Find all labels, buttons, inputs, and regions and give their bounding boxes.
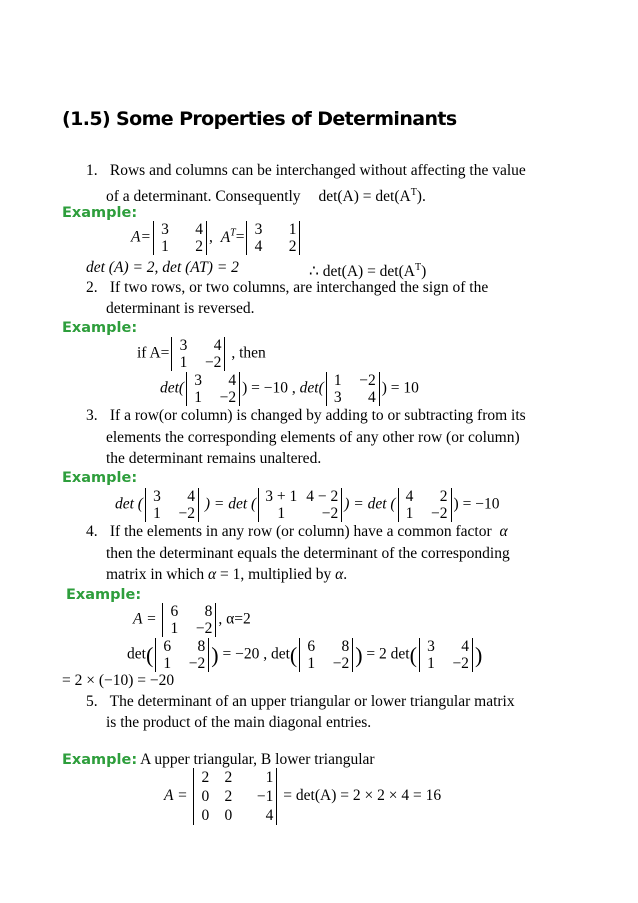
property-3-line-2: elements the corresponding elements of any other row (or column) bbox=[106, 429, 520, 446]
matrix-cell: 1 bbox=[179, 354, 188, 371]
property-1-text-2: of a determinant. Consequently bbox=[106, 188, 301, 206]
property-2-number: 2. bbox=[86, 279, 98, 296]
matrix-cell: 2 bbox=[195, 238, 203, 255]
example-2-results bbox=[160, 372, 419, 406]
property-1-line-2 bbox=[106, 183, 426, 207]
paren-open: ( bbox=[289, 642, 298, 668]
ex5-matrix bbox=[193, 768, 277, 825]
matrix-cell: 8 bbox=[341, 638, 350, 655]
matrix-cell: 6 bbox=[163, 638, 172, 655]
matrix-cell: 3 bbox=[153, 488, 161, 505]
ex1-at-sup: T bbox=[230, 227, 236, 239]
property-1-text-1: Rows and columns can be interchanged without affecting the value bbox=[109, 162, 526, 179]
matrix-cell: 2 bbox=[201, 769, 210, 786]
matrix-cell: 4 bbox=[461, 638, 469, 655]
property-4-text-3c: = 1, multiplied by bbox=[220, 566, 332, 583]
matrix-cell: 1 bbox=[265, 769, 274, 786]
example-label-2: Example: bbox=[62, 320, 138, 336]
section-heading: (1.5) Some Properties of Determinants bbox=[62, 108, 457, 130]
matrix-cell: 2 bbox=[439, 488, 448, 505]
ex1-result-sup: T bbox=[414, 262, 422, 273]
matrix-cell: 1 bbox=[163, 655, 172, 672]
matrix-cell: −1 bbox=[256, 788, 274, 805]
property-4-alpha-3: α bbox=[335, 566, 344, 583]
ex4-matrix-3 bbox=[419, 638, 473, 672]
ex1-a-label: A= bbox=[131, 228, 151, 246]
ex2-matrix-1 bbox=[186, 372, 240, 406]
matrix-cell: 3 + 1 bbox=[265, 488, 298, 505]
matrix-cell: 2 bbox=[224, 769, 233, 786]
ex1-at-label: A bbox=[220, 228, 231, 246]
ex1-result-b-text: ∴ det(A) = det(A bbox=[309, 263, 415, 281]
ex3-det1: det ( bbox=[115, 495, 143, 513]
property-4-line-1 bbox=[86, 522, 508, 542]
ex4-res2: = 2 det bbox=[366, 645, 410, 663]
example-label-4: Example: bbox=[66, 587, 142, 603]
matrix-cell: 1 bbox=[194, 389, 202, 406]
matrix-cell: 4 bbox=[213, 337, 222, 354]
matrix-cell: 3 bbox=[333, 389, 342, 406]
ex3-eq1: ) = det ( bbox=[204, 495, 257, 513]
matrix-cell: 3 bbox=[194, 372, 202, 389]
matrix-cell: 1 bbox=[307, 655, 316, 672]
matrix-cell: −2 bbox=[219, 389, 237, 406]
matrix-cell: 2 bbox=[224, 788, 233, 805]
ex1-result-a: det (A) = 2, det (AT) = 2 bbox=[86, 259, 239, 276]
ex4-a-label: A = bbox=[133, 610, 157, 628]
example-5-matrix-row bbox=[164, 768, 441, 825]
ex3-matrix-2 bbox=[258, 488, 342, 522]
matrix-cell: 6 bbox=[307, 638, 316, 655]
ex3-eq3: ) = −10 bbox=[453, 495, 500, 513]
ex5-desc: A upper triangular, B lower triangular bbox=[140, 751, 375, 768]
ex2-matrix bbox=[171, 337, 225, 371]
ex4-alpha: , α=2 bbox=[218, 610, 251, 628]
property-1-formula-sup: T bbox=[410, 187, 417, 198]
example-2-definition bbox=[137, 337, 266, 371]
paren-open: ( bbox=[409, 642, 417, 668]
ex2-then: , then bbox=[231, 344, 266, 362]
paren-close: ) bbox=[211, 642, 219, 668]
matrix-cell: 1 bbox=[170, 620, 179, 637]
matrix-cell: 1 bbox=[153, 505, 161, 522]
matrix-cell: 4 bbox=[405, 488, 414, 505]
property-2-text-1: If two rows, or two columns, are interchanged the sign of the bbox=[109, 279, 489, 296]
matrix-cell: 3 bbox=[254, 221, 263, 238]
property-3-line-1 bbox=[86, 406, 526, 426]
matrix-cell: 4 bbox=[254, 238, 263, 255]
ex1-at-eq: = bbox=[235, 228, 245, 246]
matrix-cell: 1 bbox=[288, 221, 297, 238]
example-5-header bbox=[62, 750, 375, 770]
ex1-result-end: ) bbox=[421, 263, 427, 281]
property-4-text-1: If the elements in any row (or column) have a common factor bbox=[109, 523, 492, 540]
matrix-cell: 1 bbox=[405, 505, 414, 522]
paren-open: ( bbox=[145, 642, 154, 668]
ex2-res2: ) = 10 bbox=[381, 379, 419, 397]
matrix-cell: 4 bbox=[187, 488, 195, 505]
matrix-cell: −2 bbox=[452, 655, 469, 672]
ex2-res1: ) = −10 , bbox=[242, 379, 296, 397]
example-1-matrices: A= 3 4 1 2 , $A^T=$ 3 1 4 2 bbox=[131, 221, 302, 255]
property-4-alpha: α bbox=[499, 523, 508, 540]
example-label-3: Example: bbox=[62, 470, 138, 486]
ex4-res1: = −20 , det bbox=[222, 645, 290, 663]
matrix-cell: 4 bbox=[228, 372, 237, 389]
matrix-cell: 8 bbox=[197, 638, 206, 655]
ex3-eq2: ) = det ( bbox=[344, 495, 396, 513]
property-5-line-1 bbox=[86, 692, 515, 712]
property-1-formula-end: ). bbox=[416, 188, 426, 206]
example-4-line-2: = 2 × (−10) = −20 bbox=[62, 672, 175, 689]
property-4-text-3a: matrix in which bbox=[106, 566, 205, 583]
ex3-matrix-1 bbox=[145, 488, 199, 522]
matrix-cell: −2 bbox=[431, 505, 448, 522]
matrix-cell: 0 bbox=[201, 807, 210, 824]
ex5-result: = det(A) = 2 × 2 × 4 = 16 bbox=[283, 787, 442, 805]
paren-close: ) bbox=[355, 642, 363, 668]
ex2-matrix-2 bbox=[326, 372, 380, 406]
matrix-cell: 0 bbox=[201, 788, 210, 805]
property-4-number: 4. bbox=[86, 523, 98, 540]
matrix-cell: −2 bbox=[178, 505, 195, 522]
property-4-alpha-2: α bbox=[208, 566, 217, 583]
property-5-text-1: The determinant of an upper triangular or lower triangular matrix bbox=[109, 693, 515, 710]
matrix-cell: −2 bbox=[204, 354, 222, 371]
example-label-1: Example: bbox=[62, 205, 138, 221]
property-5-line-2: is the product of the main diagonal entries. bbox=[106, 714, 372, 731]
property-4-line-3 bbox=[106, 565, 347, 585]
matrix-cell: 1 bbox=[333, 372, 342, 389]
matrix-cell: −2 bbox=[188, 655, 206, 672]
ex4-matrix bbox=[162, 603, 216, 637]
property-3-text-1: If a row(or column) is changed by adding to or subtracting from its bbox=[109, 407, 526, 424]
example-4-definition bbox=[133, 603, 251, 637]
ex2-det2: det( bbox=[299, 379, 324, 397]
example-4-results bbox=[127, 638, 482, 672]
matrix-cell: 3 bbox=[161, 221, 169, 238]
matrix-cell: 1 bbox=[161, 238, 169, 255]
ex2-if-label: if A= bbox=[137, 344, 170, 362]
matrix-cell: −2 bbox=[359, 372, 376, 389]
property-1-line-1 bbox=[86, 161, 526, 181]
example-label-5: Example: bbox=[62, 752, 138, 768]
property-1-number: 1. bbox=[86, 162, 98, 179]
property-4-line-2: then the determinant equals the determinant of the corresponding bbox=[106, 545, 510, 562]
property-2-line-1 bbox=[86, 278, 488, 298]
matrix-cell: 2 bbox=[288, 238, 297, 255]
matrix-cell: 3 bbox=[179, 337, 188, 354]
example-1-result bbox=[86, 258, 427, 281]
ex4-matrix-1 bbox=[155, 638, 209, 672]
ex1-matrix-at bbox=[246, 221, 300, 255]
property-3-number: 3. bbox=[86, 407, 98, 424]
matrix-cell: 4 bbox=[368, 389, 376, 406]
ex4-matrix-2 bbox=[299, 638, 353, 672]
ex2-det1: det( bbox=[160, 379, 185, 397]
example-3-row bbox=[115, 488, 499, 522]
matrix-cell: 1 bbox=[427, 655, 435, 672]
matrix-cell: 4 bbox=[265, 807, 274, 824]
matrix-cell: 4 bbox=[195, 221, 203, 238]
matrix-cell: −2 bbox=[332, 655, 350, 672]
ex5-a-label: A = bbox=[164, 787, 188, 805]
matrix-cell: −2 bbox=[195, 620, 213, 637]
matrix-cell: 1 bbox=[277, 505, 286, 522]
matrix-cell: 0 bbox=[224, 807, 233, 824]
property-1-formula: det(A) = det(A bbox=[318, 188, 411, 206]
ex3-matrix-3 bbox=[398, 488, 452, 522]
ex4-det1: det bbox=[127, 645, 146, 663]
matrix-cell: 3 bbox=[427, 638, 435, 655]
property-4-text-3e: . bbox=[343, 566, 348, 583]
matrix-cell: 4 − 2 bbox=[306, 488, 339, 505]
matrix-cell: −2 bbox=[321, 505, 339, 522]
property-2-line-2: determinant is reversed. bbox=[106, 300, 255, 317]
ex1-matrix-a bbox=[153, 221, 207, 255]
property-5-number: 5. bbox=[86, 693, 98, 710]
paren-close: ) bbox=[474, 642, 483, 668]
property-3-line-3: the determinant remains unaltered. bbox=[106, 450, 322, 467]
matrix-cell: 6 bbox=[170, 603, 179, 620]
matrix-cell: 8 bbox=[204, 603, 213, 620]
